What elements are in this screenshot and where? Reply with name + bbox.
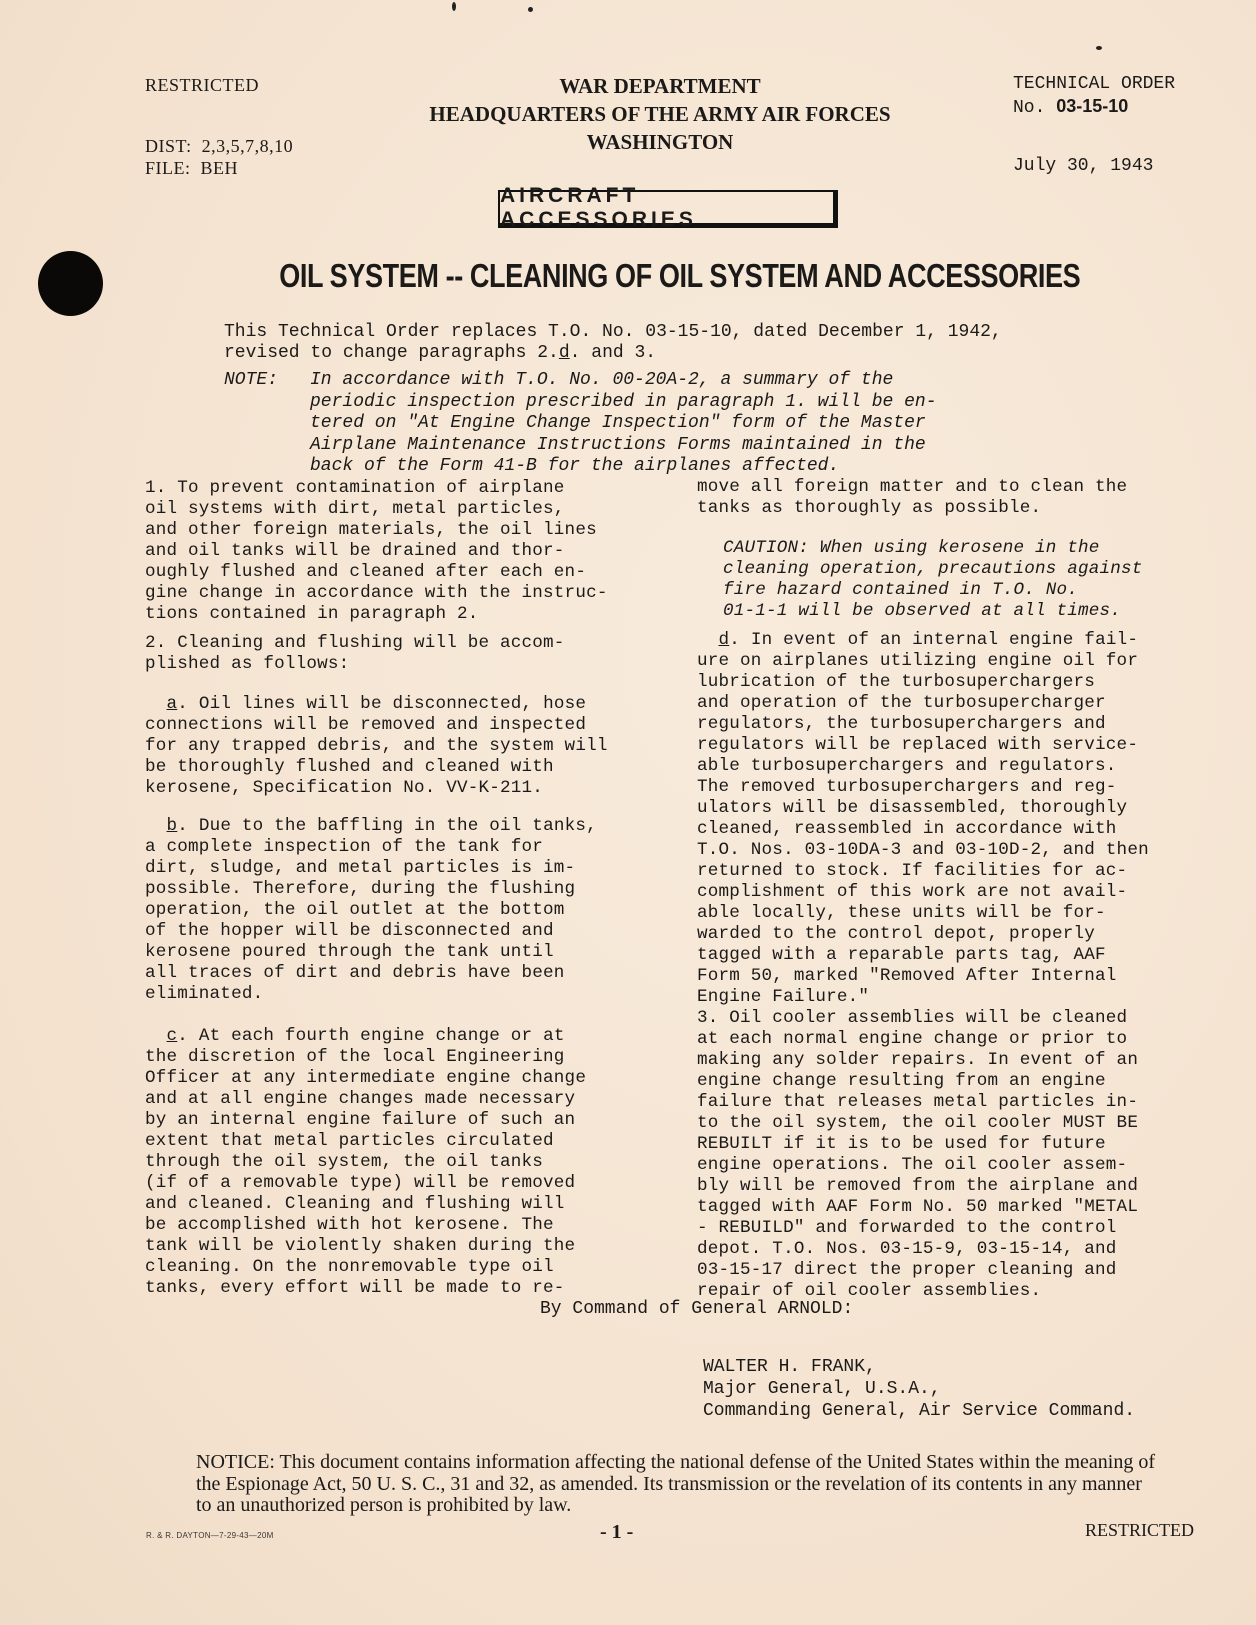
text-line: Officer at any intermediate engine change	[145, 1068, 587, 1088]
text-line: . At each fourth engine change or at	[177, 1026, 565, 1046]
intro-line-2: revised to change paragraphs 2.	[224, 343, 559, 363]
text-line: oughly flushed and cleaned after each en-	[145, 562, 587, 582]
text-line: warded to the control depot, properly	[697, 924, 1096, 944]
caution-line: CAUTION: When using kerosene in the	[723, 538, 1100, 558]
text-line: cleaning. On the nonremovable type oil	[145, 1257, 554, 1277]
paragraph-1	[145, 478, 645, 625]
text-line: REBUILT if it is to be used for future	[697, 1134, 1106, 1154]
caution-line: fire hazard contained in T.O. No.	[723, 580, 1079, 600]
text-line: a complete inspection of the tank for	[145, 837, 544, 857]
text-line: and at all engine changes made necessary	[145, 1089, 576, 1109]
text-line: through the oil system, the oil tanks	[145, 1152, 544, 1172]
file-label: FILE:	[145, 158, 191, 178]
subparagraph-letter: d	[718, 630, 730, 650]
text-line: at each normal engine change or prior to	[697, 1029, 1128, 1049]
text-line: Form 50, marked "Removed After Internal	[697, 966, 1117, 986]
text-line: able turbosuperchargers and regulators.	[697, 756, 1117, 776]
text-line: . Oil lines will be disconnected, hose	[177, 694, 587, 714]
note-line: periodic inspection prescribed in paragraph 1. will be en-	[310, 391, 937, 412]
espionage-notice: NOTICE: This document contains information affecting the national defense of the United States within the meaning of the Espionage Act, 50 U. S. C., 31 and 32, as amended. Its transmission or the revelation of its contents in any manner to an unauthorized person is prohibited by law.	[196, 1451, 1156, 1516]
text-line: all traces of dirt and debris have been	[145, 963, 565, 983]
text-line: by an internal engine failure of such an	[145, 1110, 576, 1130]
dist-value: 2,3,5,7,8,10	[201, 136, 294, 156]
paragraph-2b	[145, 816, 645, 1005]
text-line: regulators will be replaced with service-	[697, 735, 1139, 755]
text-line: for any trapped debris, and the system will	[145, 736, 608, 756]
text-line: the discretion of the local Engineering	[145, 1047, 565, 1067]
classification-bottom: RESTRICTED	[1085, 1520, 1195, 1540]
intro-line-1: This Technical Order replaces T.O. No. 03-15-10, dated December 1, 1942,	[224, 322, 1002, 342]
text-line: regulators, the turbosuperchargers and	[697, 714, 1106, 734]
text-line: dirt, sludge, and metal particles is im-	[145, 858, 576, 878]
issue-date: July 30, 1943	[1013, 156, 1154, 176]
text-line: depot. T.O. Nos. 03-15-9, 03-15-14, and	[697, 1239, 1117, 1259]
text-line: be accomplished with hot kerosene. The	[145, 1215, 554, 1235]
text-line: and cleaned. Cleaning and flushing will	[145, 1194, 565, 1214]
signer-name: WALTER H. FRANK,	[703, 1357, 876, 1377]
text-line: operation, the oil outlet at the bottom	[145, 900, 565, 920]
command-line: By Command of General ARNOLD:	[540, 1299, 854, 1319]
category-box: AIRCRAFT ACCESSORIES	[498, 190, 838, 228]
paragraph-2c	[145, 1026, 645, 1299]
text-line: of the hopper will be disconnected and	[145, 921, 554, 941]
text-line: plished as follows:	[145, 654, 350, 674]
caution-line: 01-1-1 will be observed at all times.	[723, 601, 1122, 621]
subparagraph-letter: c	[166, 1026, 178, 1046]
text-line: tank will be violently shaken during the	[145, 1236, 576, 1256]
text-line: lubrication of the turbosuperchargers	[697, 672, 1096, 692]
org-line-3: WASHINGTON	[586, 130, 734, 154]
signer-rank: Major General, U.S.A.,	[703, 1379, 941, 1399]
paragraph-2c-continued	[697, 477, 1207, 519]
text-line: - REBUILD" and forwarded to the control	[697, 1218, 1117, 1238]
note-line: In accordance with T.O. No. 00-20A-2, a summary of the	[310, 370, 894, 390]
text-line: be thoroughly flushed and cleaned with	[145, 757, 554, 777]
text-line: returned to stock. If facilities for ac-	[697, 861, 1128, 881]
paper-speck	[452, 2, 456, 11]
text-line: possible. Therefore, during the flushing	[145, 879, 576, 899]
text-line: tions contained in paragraph 2.	[145, 604, 479, 624]
text-line: . In event of an internal engine fail-	[729, 630, 1139, 650]
caution-line: cleaning operation, precautions against	[723, 559, 1143, 579]
text-line: tanks, every effort will be made to re-	[145, 1278, 565, 1298]
subparagraph-letter: b	[166, 816, 178, 836]
text-line: complishment of this work are not avail-	[697, 882, 1128, 902]
text-line: tagged with a reparable parts tag, AAF	[697, 945, 1106, 965]
text-line: extent that metal particles circulated	[145, 1131, 554, 1151]
note-line: tered on "At Engine Change Inspection" form of the Master	[310, 413, 926, 433]
to-number: 03-15-10	[1056, 96, 1129, 116]
text-line: kerosene poured through the tank until	[145, 942, 554, 962]
note-label: NOTE:	[224, 370, 279, 390]
intro-line-2-end: . and 3.	[569, 343, 657, 363]
dist-label: DIST:	[145, 136, 192, 156]
text-line: ulators will be disassembled, thoroughly	[697, 798, 1128, 818]
text-line: move all foreign matter and to clean the	[697, 477, 1128, 497]
text-line: able locally, these units will be for-	[697, 903, 1106, 923]
text-line: . Due to the baffling in the oil tanks,	[177, 816, 597, 836]
text-line: 3. Oil cooler assemblies will be cleaned	[697, 1008, 1128, 1028]
text-line: engine change resulting from an engine	[697, 1071, 1106, 1091]
page-number: - 1 -	[600, 1521, 634, 1543]
org-line-2: HEADQUARTERS OF THE ARMY AIR FORCES	[429, 102, 891, 126]
printer-imprint: R. & R. DAYTON—7-29-43—20M	[146, 1531, 274, 1540]
note-line: Airplane Maintenance Instructions Forms maintained in the	[310, 434, 926, 455]
text-line: and operation of the turbosupercharger	[697, 693, 1106, 713]
org-line-1: WAR DEPARTMENT	[559, 74, 761, 98]
text-line: and other foreign materials, the oil lines	[145, 520, 597, 540]
paragraph-2d	[697, 630, 1207, 1008]
text-line: bly will be removed from the airplane and	[697, 1176, 1139, 1196]
text-line: Engine Failure."	[697, 987, 870, 1007]
text-line: 03-15-17 direct the proper cleaning and	[697, 1260, 1117, 1280]
paper-speck	[1096, 46, 1102, 50]
to-no-prefix: No.	[1013, 98, 1046, 118]
intro-underlined-ref: d	[558, 343, 570, 363]
text-line: (if of a removable type) will be removed	[145, 1173, 576, 1193]
text-line: tanks as thoroughly as possible.	[697, 498, 1042, 518]
note-body	[310, 370, 937, 478]
text-line: and oil tanks will be drained and thor-	[145, 541, 565, 561]
text-line: failure that releases metal particles in-	[697, 1092, 1139, 1112]
text-line: The removed turbosuperchargers and reg-	[697, 777, 1117, 797]
classification-top: RESTRICTED	[145, 75, 260, 95]
distribution-line	[145, 135, 293, 157]
technical-order-number	[1013, 96, 1128, 119]
paragraph-2a	[145, 694, 645, 799]
text-line: repair of oil cooler assemblies.	[697, 1281, 1042, 1301]
text-line: cleaned, reassembled in accordance with	[697, 819, 1117, 839]
text-line: to the oil system, the oil cooler MUST BE	[697, 1113, 1139, 1133]
text-line: ure on airplanes utilizing engine oil for	[697, 651, 1139, 671]
text-line: making any solder repairs. In event of an	[697, 1050, 1139, 1070]
paper-speck	[528, 7, 533, 12]
text-line: 2. Cleaning and flushing will be accom-	[145, 633, 565, 653]
file-line	[145, 157, 238, 179]
note-line: back of the Form 41-B for the airplanes affected.	[310, 456, 840, 476]
text-line: connections will be removed and inspected	[145, 715, 587, 735]
subparagraph-letter: a	[166, 694, 178, 714]
text-line: eliminated.	[145, 984, 264, 1004]
text-line: gine change in accordance with the instruc-	[145, 583, 608, 603]
document-title: OIL SYSTEM -- CLEANING OF OIL SYSTEM AND ACCESSORIES	[279, 257, 1081, 294]
paragraph-3	[697, 1008, 1207, 1302]
text-line: oil systems with dirt, metal particles,	[145, 499, 565, 519]
paragraph-2	[145, 633, 645, 675]
text-line: 1. To prevent contamination of airplane	[145, 478, 565, 498]
text-line: kerosene, Specification No. VV-K-211.	[145, 778, 544, 798]
caution-block	[723, 538, 1233, 622]
file-value: BEH	[200, 158, 238, 178]
text-line: T.O. Nos. 03-10DA-3 and 03-10D-2, and then	[697, 840, 1149, 860]
text-line: engine operations. The oil cooler assem-	[697, 1155, 1128, 1175]
signer-position: Commanding General, Air Service Command.	[703, 1401, 1136, 1421]
technical-order-label: TECHNICAL ORDER	[1013, 74, 1176, 94]
intro-paragraph	[224, 322, 1002, 364]
binder-punch-hole	[38, 251, 103, 316]
text-line: tagged with AAF Form No. 50 marked "METAL	[697, 1197, 1139, 1217]
